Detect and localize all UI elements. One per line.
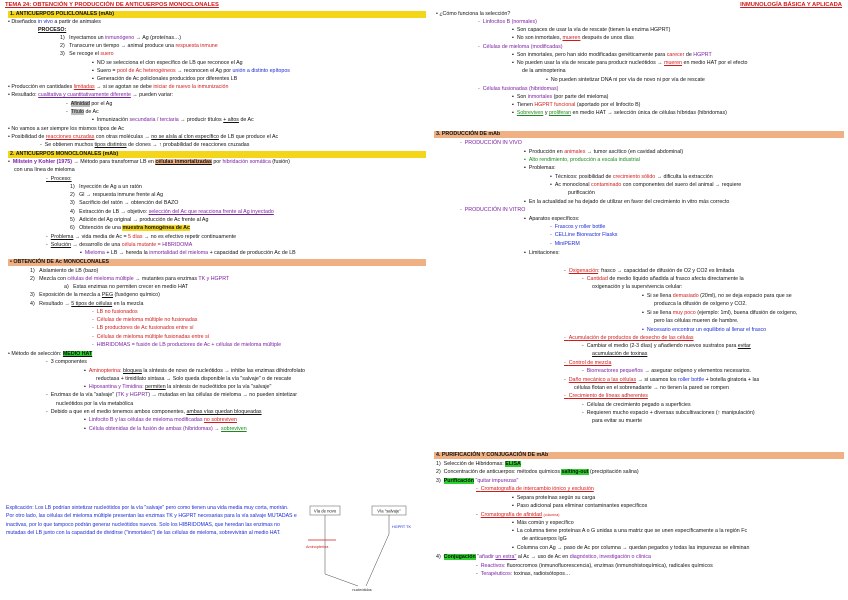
list-item: - Linfocitos B (normales)	[478, 19, 537, 25]
section-title-purificacion: 4. PURIFICACIÓN Y CONJUGACIÓN DE mAb	[436, 452, 549, 458]
hat-pathway-diagram	[306, 504, 428, 592]
list-item: ▪ Paso adicional para eliminar contaminantes específicos	[512, 503, 648, 509]
list-item: ▪ Sobreviven y proliferan en medio HAT → selección única de células híbridas (hibridomas)	[512, 110, 727, 116]
list-item: purificación	[568, 190, 595, 196]
line: • Diseñados in vivo a partir de animales	[8, 19, 101, 25]
page-header-right: INMUNOLOGÍA BÁSICA Y APLICADA	[740, 2, 842, 8]
list-item: a) Estas enzimas no permiten crecer en medio HAT	[64, 284, 189, 290]
list-item: - Cromatografía de intercambio iónico y exclusión	[476, 486, 594, 492]
list-item: ▪ Célula obtenidas de la fusión de ambas (híbridomas) → sobreviven	[84, 426, 247, 432]
list-item: ▪ Generación de Ac policlonales producidos por diferentes LB	[92, 76, 238, 82]
list-item: 1) Inyección de Ag a un ratón	[70, 184, 142, 190]
list-item: ▪ Linfocito B y las células de mieloma modificadas no sobreviven	[84, 417, 237, 423]
list-item: - Acumulación de productos de desecho de las células	[564, 335, 694, 341]
list-item: - MiniPERM	[550, 241, 580, 247]
list-item: ▪ Separa proteínas según su carga	[512, 495, 596, 501]
list-item: - Afinidad por el Ag	[66, 101, 113, 107]
list-item: ▪ Hipoxantina y Timidina: permiten la síntesis de nucleótidos por la vía "salvaje"	[84, 384, 272, 390]
line: • Producción en cantidades limitadas → si se agotan se debe iniciar de nuevo la inmunización	[8, 84, 229, 90]
list-item: - Cambiar el medio (2-3 días) y añadiendo nuevos sustratos para evitar	[582, 343, 751, 349]
list-item: 4) Conjugación "añadir un extra" al Ac → uso de Ac en diagnóstico, investigación o clínica	[436, 554, 651, 560]
list-item: de anticuerpos IgG	[522, 536, 567, 542]
list-item: - Debido a que en el medio tenemos ambos componentes, ambas vías quedan bloqueadas	[46, 409, 262, 415]
list-item: ▪ Columna con Ag → paso de Ac por columna → quedan pegados y todas las impurezas se eliminan	[512, 545, 750, 551]
list-item: - Crecimiento de líneas adherentes	[564, 393, 648, 399]
diagram-label-salvaje: Vía "salvaje"	[377, 508, 401, 514]
list-item: ▪ Mieloma + LB → hereda la inmortalidad del mieloma + capacidad de producción Ac de LB	[80, 250, 296, 256]
diagram-label-aminopterina: Aminopterina	[306, 545, 329, 549]
list-item: 3) Purificación "quitar impurezas"	[436, 478, 519, 484]
line: • No vamos a ser siempre los mismos tipos de Ac	[8, 126, 125, 132]
subheading-proceso-2: - Proceso:	[46, 176, 72, 182]
list-item: ▪ NO se selecciona el clon específico de LB que reconoce el Ag	[92, 60, 243, 66]
list-item: - Cromatografía de afinidad (columna)	[476, 512, 560, 518]
list-item: - CELLine Bioreactor Flasks	[550, 232, 618, 238]
list-item: ▪ Alto rendimiento, producción a escala industrial	[524, 157, 640, 163]
list-item: para evitar su muerte	[592, 418, 643, 424]
list-item: ▪ La columna tiene proteínas A o G unidas a una matriz que se unen específicamente a la región Fc	[512, 528, 748, 534]
list-item: oxigenación y la supervivencia celular:	[592, 284, 683, 290]
list-item: de la aminopterina	[522, 68, 566, 74]
line: • ¿Cómo funciona la selección?	[436, 11, 511, 17]
list-item: - Reactivos: fluorocromos (inmunofluorescencia), enzimas (inmunohistoquímica), radicales químicos	[476, 563, 713, 569]
list-item: 1) Selección de Hibridomas: ELISA	[436, 461, 521, 467]
subheading-in-vitro: - PRODUCCIÓN IN VITRO	[460, 207, 526, 213]
line: con una línea de mieloma	[14, 167, 75, 173]
list-item: ▪ En la actualidad se ha dejado de utilizar en favor del crecimiento in vitro más correcto	[524, 199, 730, 205]
list-item: - LB productores de Ac fusionados entre sí	[92, 325, 194, 331]
page-header-left: TEMA 24: OBTENCIÓN Y PRODUCCIÓN DE ANTICUERPOS MONOCLONALES	[5, 2, 219, 8]
list-item: ▪ Son inmortales (por parte del mieloma)	[512, 94, 609, 100]
list-item: • Técnicos: posibilidad de crecimiento sólido → dificulta la extracción	[550, 174, 713, 180]
list-item: • Ac monoclonal contaminado con componentes del suero del animal → requiere	[550, 182, 742, 188]
list-item: ▪ Problemas:	[524, 165, 556, 171]
list-item: - Células de mieloma múltiple fusionadas entre sí	[92, 334, 210, 340]
list-item: - Título de Ac	[66, 109, 99, 115]
list-item: produzca la difusión de oxígeno y CO2.	[654, 301, 747, 307]
list-item: 6) Obtención de una muestra homogénea de Ac	[70, 225, 190, 231]
list-item: • No pueden sintetizar DNA ni por vía de novo ni por vía de rescate	[546, 77, 705, 83]
list-item: - Frascos y roller bottle	[550, 224, 606, 230]
list-item: - LB no fusionados	[92, 309, 138, 315]
list-item: ▪ Son capaces de usar la vía de rescate (tienen la enzima HGPRT)	[512, 27, 671, 33]
list-item: - Cantidad de medio líquido añadida al frasco afecta directamente la	[582, 276, 744, 282]
line: • Posibilidad de reacciones cruzadas con otras moléculas → no se aísla al clon específico de LB que produce el Ac	[8, 134, 279, 140]
list-item: 3) Exposición de la mezcla a PEG (fusógeno químico)	[30, 292, 160, 298]
list-item: - Células de mieloma (modificadas)	[478, 44, 563, 50]
section-title-monoclonales: 2. ANTICUERPOS MONOCLONALES (mAb)	[10, 151, 119, 157]
list-item: - Enzimas de la vía "salvaje" (TK y HGPRT) → mutadas en las células de mieloma → no pueden sintetizar	[46, 392, 297, 398]
list-item: 2) Gl → respuesta inmune frente al Ag	[70, 192, 164, 198]
list-item: ▪ No son inmortales, mueren después de unos días	[512, 35, 634, 41]
list-item: ▪ Producción en animales → tumor ascítico (en cavidad abdominal)	[524, 149, 684, 155]
list-item: 3) Se recoge el suero	[60, 51, 114, 57]
list-item: células flotan en el sobrenadante → no tienen la pared se rompen	[574, 385, 729, 391]
list-item: ▪ Si se llena muy poco (ejemplo: 1ml), buena difusión de oxígeno,	[642, 310, 798, 316]
list-item: - HIBRIDOMAS = fusión de LB productores de Ac + células de mieloma múltiple	[92, 342, 282, 348]
list-item: ▪ Más común y específico	[512, 520, 574, 526]
list-item: - Células de mieloma múltiple no fusionadas	[92, 317, 198, 323]
list-item: ▪ Aparatos específicos:	[524, 216, 580, 222]
list-item: 2) Concentración de anticuerpos: métodos químicos salting-out (precipitación salina)	[436, 469, 639, 475]
list-item: nucleótidos por la vía metabólica	[56, 401, 134, 407]
list-item: acumulación de toxinas	[592, 351, 648, 357]
list-item: - Solución → desarrollo de una célula mutante = HIBRIDOMA	[46, 242, 193, 248]
section-title-obtencion: • OBTENCIÓN DE Ac MONOCLONALES	[10, 259, 110, 265]
list-item: - Problema → vida media de Ac = 5 días → no es efectivo repetir continuamente	[46, 234, 237, 240]
list-item: pero las células mueren de hambre.	[654, 318, 739, 324]
list-item: - Biorreactores pequeños → asegurar oxígeno y elementos necesarios.	[582, 368, 752, 374]
line: • Método de selección: MEDIO HAT	[8, 351, 93, 357]
list-item: ▪ Tienen HGPRT funcional (aportado por el linfocito B)	[512, 102, 641, 108]
list-item: 2) Transcurre un tiempo → animal produce una respuesta inmune	[60, 43, 218, 49]
list-item: - Se obtienen muchos tipos distintos de clones → ↑ probabilidad de reacciones cruzadas	[40, 142, 250, 148]
list-item: - Células fusionadas (hibridomas)	[478, 86, 559, 92]
list-item: 2) Mezcla con células del mieloma múltiple → mutantes para enzimas TK y HGPRT	[30, 276, 230, 282]
diagram-label-enzimas: HGPRT TK	[392, 525, 411, 529]
list-item: ▪ No pueden usar la vía de rescate para producir nucleótidos → mueren en medio HAT por el efecto	[512, 60, 748, 66]
subheading-in-vivo: - PRODUCCIÓN IN VIVO	[460, 140, 522, 146]
list-item: ▪ Si se llena demasiado (20ml), no se deja espacio para que se	[642, 293, 792, 299]
list-item: ▪ Son inmortales, pero han sido modificadas genéticamente para carecer de HGPRT	[512, 52, 712, 58]
list-item: - Control de mezcla	[564, 360, 612, 366]
subheading-proceso: PROCESO:	[38, 27, 67, 33]
list-item: ▪ Aminopterina: bloquea la síntesis de novo de nucleótidos → inhibe las enzimas dihidrofolato	[84, 368, 305, 374]
diagram-label-denovo: Vía de novo	[313, 508, 337, 514]
section-title-produccion: 3. PRODUCCIÓN DE mAb	[436, 131, 501, 137]
list-item: 1) Inyectamos un inmunógeno → Ag (proteínas…)	[60, 35, 182, 41]
list-item: ▪ Suero = pool de Ac heterogéneos → reconocen el Ag por unión a distinto epítopos	[92, 68, 290, 74]
list-item: - Oxigenación: frasco → capacidad de difusión de O2 y CO2 es limitada	[564, 268, 735, 274]
list-item: - Daño mecánico a las células → si usamos los roller bottle + botella giratoria + las	[564, 377, 760, 383]
list-item: ▪ Limitaciones:	[524, 250, 560, 256]
list-item: reductasa + timidilato sintasa → Solo queda disponible la vía "salvaje" o de rescate	[96, 376, 292, 382]
list-item: - Células de crecimiento pegado a superficies	[582, 402, 691, 408]
section-title-policlonales: 1. ANTICUERPOS POLICLONALES (mAb)	[10, 11, 114, 17]
list-item: - Requieren mucho espacio + diversas subcultivaciones (↑ manipulación)	[582, 410, 755, 416]
list-item: - Terapéuticos: toxinas, radioisótopos…	[476, 571, 571, 577]
list-item: 3) Sacrificio del ratón → obtención del BAZO	[70, 200, 179, 206]
list-item: 1) Aislamiento de LB (bazo)	[30, 268, 99, 274]
line: • Resultado: cualitativa y cuantitativamente diferente → pueden variar:	[8, 92, 174, 98]
diagram-label-nucleotidos: nucleótidos	[352, 588, 372, 592]
line: • Milstein y Kohler (1975) → Método para transformar LB en células inmortalizadas por hibridación somática (fusión)	[8, 159, 290, 165]
list-item: 4) Extracción de LB → objetivo: selección del Ac que reacciona frente al Ag inyectado	[70, 209, 274, 215]
list-item: ▪ Inmunización secundaria / terciaria → producir títulos + altos de Ac	[92, 117, 254, 123]
list-item: ▪ Necesario encontrar un equilibrio al llenar el frasco	[642, 327, 767, 333]
list-item: 5) Adición del Ag original → producción de Ac frente al Ag	[70, 217, 209, 223]
list-item: - 3 componentes	[46, 359, 87, 365]
list-item: 4) Resultado → 5 tipos de células en la mezcla	[30, 301, 144, 307]
explanation-note: Explicación: Los LB podrían sintetizar nucleótidos por la vía "salvaje" pero como tienen una vida media muy corta, morirán. Por otro lado, las células del mieloma múltiple presentan las enzimas TK y HGPRT necesarias para la vía salvaje MUTADAS e inactivas, por lo que tampoco podrán generar nucleótidos nuevos. Solo los HIBRIDOMAS, que heredan las enzimas no mutadas del LB junto con la capacidad de dividirse ("inmortales") de las células de mieloma, sobrevivirán al medio HAT.	[6, 505, 297, 537]
